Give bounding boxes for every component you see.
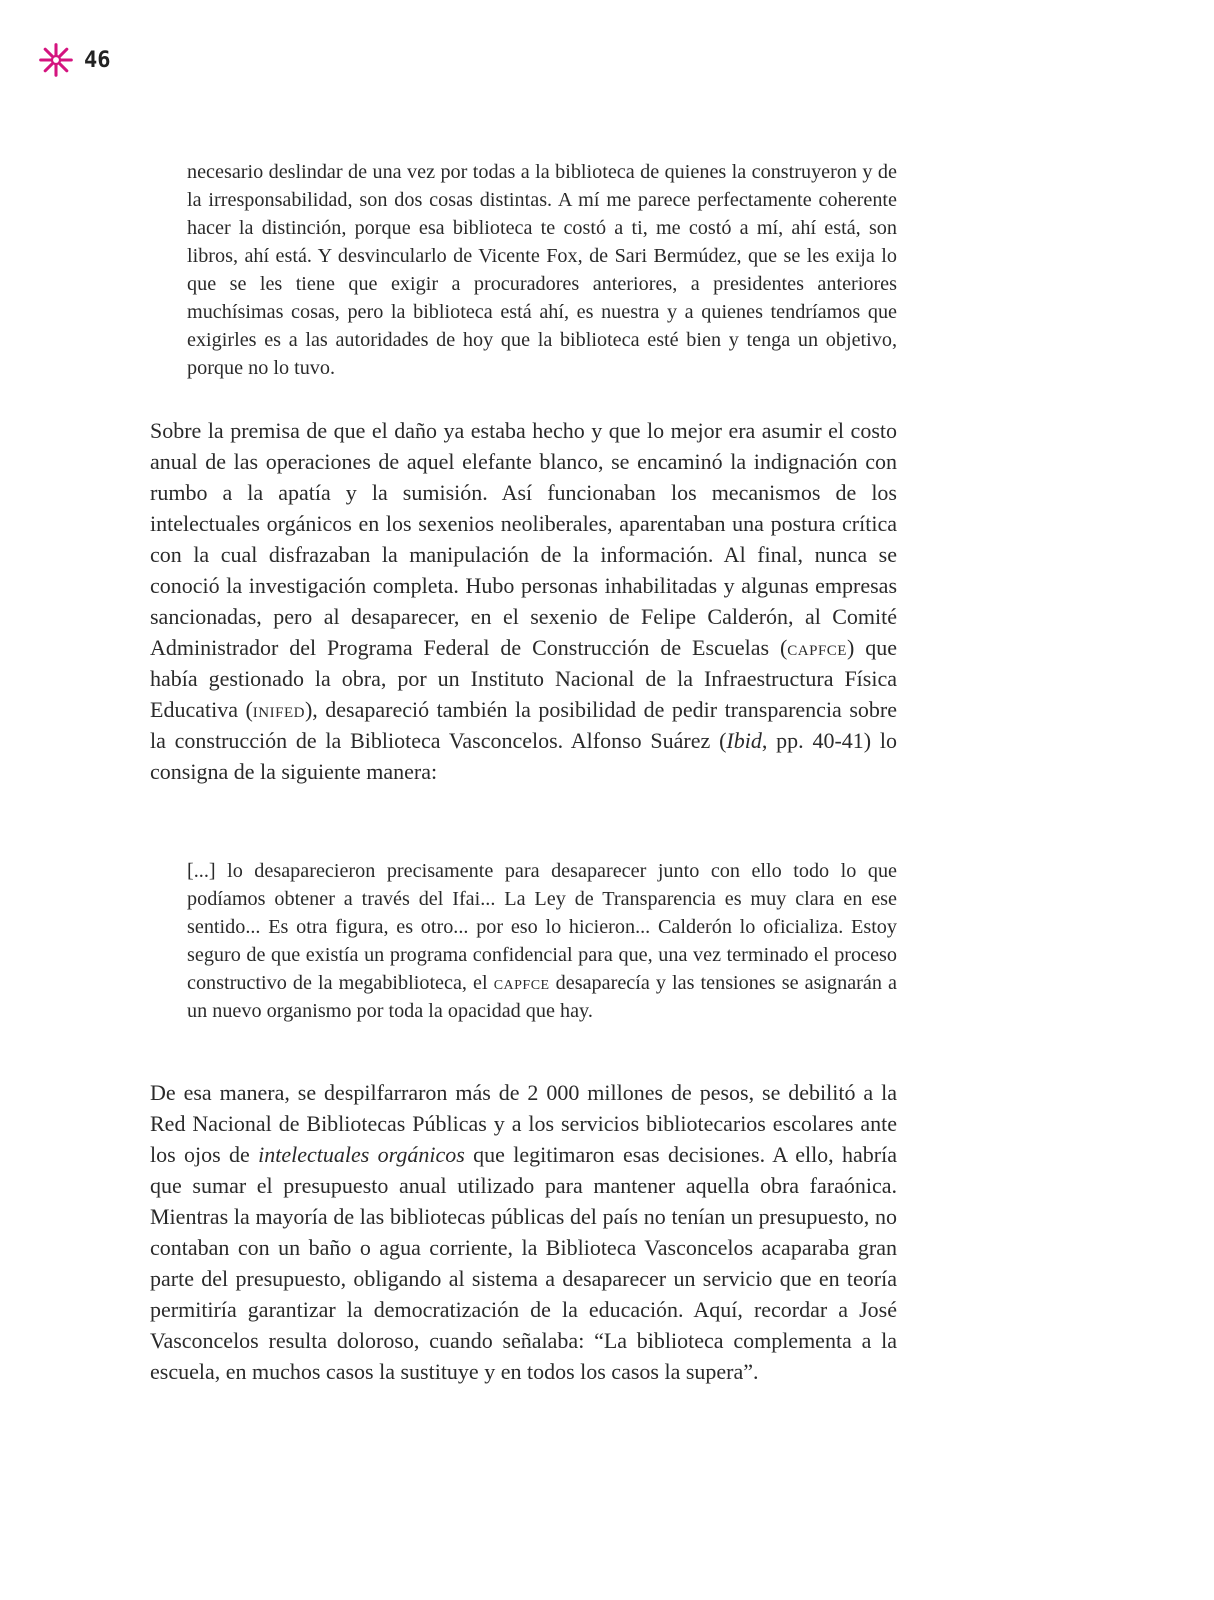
- para-2-text: que legitimaron esas decisiones. A ello, habría que sumar el presupuesto anual utilizado para mantener aquella obra faraónica. Mientras la mayoría de las bibliotecas públicas del país no tenían un presupuesto, no contaban con un baño o agua corriente, la Biblioteca Vasconcelos acaparaba gran parte del presupuesto, obligando al sistema a desaparecer un servicio que en teoría permitiría garantizar la democratización de la educación. Aquí, recordar a José Vasconcelos resulta doloroso, cuando señalaba: “La biblioteca complementa a la escuela, en muchos casos la sustituye y en todos los casos la supera”.: [150, 1142, 897, 1384]
- page-header: [38, 42, 111, 78]
- para-1-text: Sobre la premisa de que el daño ya estaba hecho y que lo mejor era asumir el costo anual de las operaciones de aquel elefante blanco, se encaminó la indignación con rumbo a la apatía y la sumisión. Así funcionaban los mecanismos de los intelectuales orgánicos en los sexenios neoliberales, aparentaban una postura crítica con la cual disfrazaban la manipulación de la información. Al final, nunca se conoció la investigación completa. Hubo personas inhabilitadas y algunas empresas sancionadas, pero al desaparecer, en el sexenio de Felipe Calderón, al Comité Administrador del Programa Federal de Construcción de Escuelas (: [150, 418, 897, 660]
- para-1-text: ), desapareció también la posibilidad de pedir transparencia sobre la construcción de la Biblioteca Vasconcelos. Alfonso Suárez (: [150, 697, 897, 753]
- block-quote-1: [187, 158, 897, 382]
- acronym-inifed: inifed: [252, 697, 305, 722]
- para-1-text: ) que había gestionado la obra, por un Instituto Nacional de la Infraestructura Física Educativa (: [150, 635, 898, 722]
- acronym-capfce: capfce: [787, 635, 847, 660]
- para-2-text: De esa manera, se despilfarraron más de 2 000 millones de pesos, se debilitó a la Red Nacional de Bibliotecas Públicas y a los servicios bibliotecarios escolares ante los ojos de: [150, 1080, 897, 1167]
- magenta-asterisk-icon: [38, 42, 74, 78]
- para-1-text: , pp. 40-41) lo consigna de la siguiente manera:: [150, 728, 898, 784]
- quote-2-text: desaparecía y las tensiones se asignarán a un nuevo organismo por toda la opacidad que hay.: [187, 972, 897, 1022]
- acronym-capfce: capfce: [493, 972, 550, 994]
- page-number: 46: [84, 47, 111, 73]
- body-paragraph-1: [150, 415, 897, 787]
- body-paragraph-2: [150, 1077, 897, 1387]
- block-quote-2: [187, 857, 897, 1025]
- quote-2-text: [...] lo desaparecieron precisamente para desaparecer junto con ello todo lo que podíamos obtener a través del Ifai... La Ley de Transparencia es muy clara en ese sentido... Es otra figura, es otro... por eso lo hicieron... Calderón lo oficializa. Estoy seguro de que existía un programa confidencial para que, una vez terminado el proceso constructivo de la megabiblioteca, el: [187, 860, 897, 994]
- italic-phrase: intelectuales orgánicos: [258, 1142, 465, 1167]
- citation-ibid: Ibid: [726, 728, 762, 753]
- quote-1-text: necesario deslindar de una vez por todas a la biblioteca de quienes la construyeron y de la irresponsabilidad, son dos cosas distintas. A mí me parece perfectamente coherente hacer la distinción, porque esa biblioteca te costó a ti, me costó a mí, ahí está, son libros, ahí está. Y desvincularlo de Vicente Fox, de Sari Bermúdez, que se les exija lo que se les tiene que exigir a procuradores anteriores, a presidentes anteriores muchísimas cosas, pero la biblioteca está ahí, es nuestra y a quienes tendríamos que exigirles es a las autoridades de hoy que la biblioteca esté bien y tenga un objetivo, porque no lo tuvo.: [187, 161, 897, 379]
